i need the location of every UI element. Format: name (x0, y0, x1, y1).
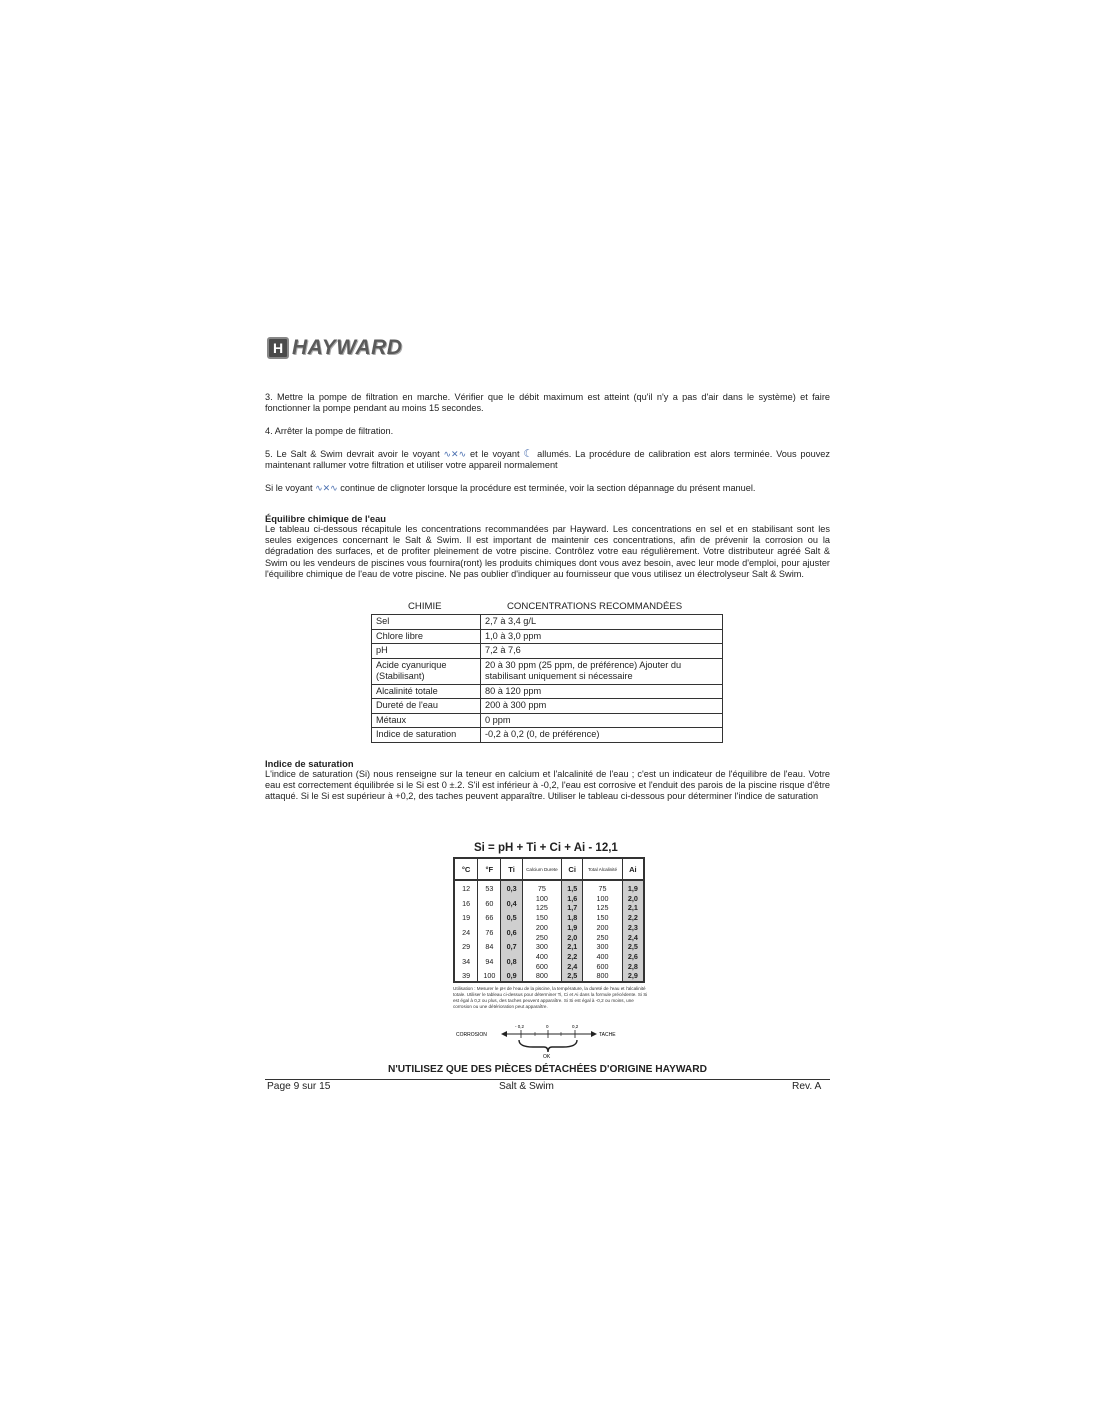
si-ci: 2,5 (562, 971, 583, 982)
si-celsius: 19 (454, 913, 478, 923)
genuine-parts-notice: N'UTILISEZ QUE DES PIÈCES DÉTACHÉES D'ORIGINE HAYWARD (388, 1064, 707, 1075)
footer-product: Salt & Swim (499, 1081, 554, 1092)
si-scale-diagram (453, 1020, 648, 1060)
conc-row (372, 684, 723, 699)
si-ti: 0,8 (501, 952, 522, 971)
si-ti: 0,3 (501, 880, 522, 894)
moon-indicator-icon: ☾ (523, 448, 534, 460)
si-row (454, 894, 644, 904)
si-calcium: 300 (522, 942, 561, 952)
scale-zero-label: 0 (546, 1024, 549, 1029)
col-ci: Ci (562, 858, 583, 880)
sat-heading: Indice de saturation (265, 758, 354, 769)
si-ai: 2,2 (622, 913, 644, 923)
scale-arrow-right-icon (591, 1031, 597, 1037)
si-row (454, 880, 644, 894)
si-fahrenheit: 76 (478, 923, 501, 942)
conc-row (372, 728, 723, 743)
col-fahrenheit: °F (478, 858, 501, 880)
si-row (454, 923, 644, 933)
si-calcium: 125 (522, 903, 561, 913)
sat-body: L'indice de saturation (Si) nous renseigne sur la teneur en calcium et l'alcalinité de l'eau ; c'est un indicateur de l'équilibre de l'eau. Votre eau est correctement équilibrée si le Si est 0 ±.2. S'il est inférieur à -0,2, l'eau est corrosive et l'enduit des parois de la piscine risque d'être attaqué. Si le Si est supérieur à +0,2, des taches peuvent apparaître. Utiliser le tableau ci-dessous pour déterminer l'indice de saturation (265, 769, 830, 802)
si-row (454, 913, 644, 923)
si-ci: 2,4 (562, 962, 583, 972)
si-alkalinity: 400 (583, 952, 622, 962)
blink-note: Si le voyant ∿✕∿ continue de clignoter lorsque la procédure est terminée, voir la section dépannage du présent manuel. (265, 483, 756, 493)
conc-value: 0 ppm (481, 713, 723, 728)
si-ai: 2,6 (622, 952, 644, 962)
scale-ok-label: OK (543, 1054, 551, 1060)
si-ci: 2,0 (562, 933, 583, 943)
si-ti: 0,9 (501, 971, 522, 982)
si-ti: 0,7 (501, 942, 522, 952)
conc-row (372, 644, 723, 659)
si-row (454, 952, 644, 962)
conc-param: Acide cyanurique (Stabilisant) (372, 658, 481, 684)
chem-body: Le tableau ci-dessous récapitule les concentrations recommandées par Hayward. Les concentrations en sel et en stabilisant sont les seules exigences concernant le Salt & Swim. Il est important de maintenir ces concentrations, afin de prévenir la corrosion ou la dégradation des surfaces, et de profiter pleinement de votre piscine. Contrôlez votre eau régulièrement. Votre distributeur agréé Salt & Swim ou les vendeurs de piscines vous fournira(ront) les produits chimiques dont vous avez besoin, avec leur mode d'emploi, pour ajuster l'équilibre chimique de l'eau de votre piscine. Ne pas oublier d'indiquer au fournisseur que vous utilisez un électrolyseur Salt & Swim. (265, 524, 830, 579)
scale-arrow-left-icon (501, 1031, 507, 1037)
scale-minus-label: - 0,2 (515, 1024, 525, 1029)
si-ci: 1,9 (562, 923, 583, 933)
si-ai: 2,0 (622, 894, 644, 904)
scale-plus-label: 0,2 (572, 1024, 579, 1029)
si-ci: 1,6 (562, 894, 583, 904)
footer-rev: Rev. A (792, 1081, 822, 1092)
conc-row (372, 699, 723, 714)
si-alkalinity: 125 (583, 903, 622, 913)
si-ai: 2,9 (622, 971, 644, 982)
si-celsius: 34 (454, 952, 478, 971)
conc-param: Dureté de l'eau (372, 699, 481, 714)
si-ti: 0,4 (501, 894, 522, 913)
hayward-logo (267, 336, 402, 360)
si-celsius: 16 (454, 894, 478, 913)
scale-tache-label: TACHE (599, 1032, 616, 1038)
si-fahrenheit: 60 (478, 894, 501, 913)
si-calcium: 400 (522, 952, 561, 962)
si-ai: 2,3 (622, 923, 644, 933)
si-ci: 1,5 (562, 880, 583, 894)
si-row (454, 971, 644, 982)
col-ai: Ai (622, 858, 644, 880)
si-calcium: 250 (522, 933, 561, 943)
si-calcium: 150 (522, 913, 561, 923)
scale-ok-brace (519, 1040, 577, 1052)
col-celsius: °C (454, 858, 478, 880)
conc-param: pH (372, 644, 481, 659)
si-formula: Si = pH + Ti + Ci + Ai - 12,1 (474, 842, 618, 854)
conc-row (372, 658, 723, 684)
si-ci: 2,2 (562, 952, 583, 962)
conc-row (372, 629, 723, 644)
si-alkalinity: 100 (583, 894, 622, 904)
conc-value: 1,0 à 3,0 ppm (481, 629, 723, 644)
conc-param: Sel (372, 615, 481, 630)
si-fahrenheit: 53 (478, 880, 501, 894)
si-ai: 2,4 (622, 933, 644, 943)
step-4: 4. Arrêter la pompe de filtration. (265, 426, 394, 436)
conc-row (372, 615, 723, 630)
conc-value: 200 à 300 ppm (481, 699, 723, 714)
scale-corrosion-label: CORROSION (456, 1032, 487, 1038)
si-ti: 0,5 (501, 913, 522, 923)
si-alkalinity: 600 (583, 962, 622, 972)
si-ci: 1,7 (562, 903, 583, 913)
si-celsius: 24 (454, 923, 478, 942)
chem-heading: Équilibre chimique de l'eau (265, 513, 387, 524)
conc-value: 7,2 à 7,6 (481, 644, 723, 659)
logo-text: HAYWARD (292, 336, 403, 359)
conc-col-header: CONCENTRATIONS RECOMMANDÉES (507, 601, 683, 612)
si-alkalinity: 200 (583, 923, 622, 933)
si-ai: 2,8 (622, 962, 644, 972)
conc-row (372, 713, 723, 728)
si-calcium: 600 (522, 962, 561, 972)
si-celsius: 12 (454, 880, 478, 894)
conc-param: Chlore libre (372, 629, 481, 644)
si-fahrenheit: 84 (478, 942, 501, 952)
footer-page: Page 9 sur 15 (267, 1081, 331, 1092)
si-calcium: 100 (522, 894, 561, 904)
saturation-table (453, 857, 645, 983)
wave-indicator-icon: ∿✕∿ (443, 449, 467, 459)
footer-divider (265, 1079, 830, 1080)
chem-col-header: CHIMIE (408, 601, 442, 612)
si-row (454, 942, 644, 952)
conc-value: 20 à 30 ppm (25 ppm, de préférence) Ajouter du stabilisant uniquement si nécessaire (481, 658, 723, 684)
si-calcium: 75 (522, 880, 561, 894)
si-ai: 2,5 (622, 942, 644, 952)
si-ci: 1,8 (562, 913, 583, 923)
conc-value: 2,7 à 3,4 g/L (481, 615, 723, 630)
si-ai: 1,9 (622, 880, 644, 894)
conc-param: Indice de saturation (372, 728, 481, 743)
conc-param: Métaux (372, 713, 481, 728)
si-alkalinity: 150 (583, 913, 622, 923)
col-calcium: Calcium Durete (522, 858, 561, 880)
si-alkalinity: 75 (583, 880, 622, 894)
si-calcium: 800 (522, 971, 561, 982)
si-alkalinity: 300 (583, 942, 622, 952)
si-fahrenheit: 100 (478, 971, 501, 982)
si-ai: 2,1 (622, 903, 644, 913)
concentration-table (371, 614, 723, 743)
conc-value: 80 à 120 ppm (481, 684, 723, 699)
conc-value: -0,2 à 0,2 (0, de préférence) (481, 728, 723, 743)
si-celsius: 29 (454, 942, 478, 952)
si-fahrenheit: 94 (478, 952, 501, 971)
step-3: 3. Mettre la pompe de filtration en marche. Vérifier que le débit maximum est atteint (qu'il n'y a pas d'air dans le système) et faire fonctionner la pompe pendant au moins 15 secondes. (265, 392, 830, 414)
si-fahrenheit: 66 (478, 913, 501, 923)
si-alkalinity: 250 (583, 933, 622, 943)
si-usage-note: Utilisation : Mesurer le pH de l'eau de la piscine, la température, la dureté de l'eau et l'alcalinité totale. Utiliser le tableau ci-dessus pour déterminer Ti, Ci et Ai dans la formule précédente. Si Si est égal à 0,2 ou plus, des taches peuvent apparaître. Si Si est égal à -0,2 ou moins, une corrosion ou une détérioration peut apparaître. (453, 986, 648, 1009)
si-alkalinity: 800 (583, 971, 622, 982)
si-ci: 2,1 (562, 942, 583, 952)
col-alkalinity: Total Alcalinité (583, 858, 622, 880)
si-calcium: 200 (522, 923, 561, 933)
si-celsius: 39 (454, 971, 478, 982)
col-ti: Ti (501, 858, 522, 880)
step-5: 5. Le Salt & Swim devrait avoir le voyant ∿✕∿ et le voyant ☾ allumés. La procédure de calibration est alors terminée. Vous pouvez maintenant rallumer votre filtration et utiliser votre appareil normalement (265, 448, 830, 471)
si-ti: 0,6 (501, 923, 522, 942)
hayward-mark-icon: H (267, 337, 289, 359)
wave-indicator-icon: ∿✕∿ (315, 483, 338, 493)
conc-param: Alcalinité totale (372, 684, 481, 699)
